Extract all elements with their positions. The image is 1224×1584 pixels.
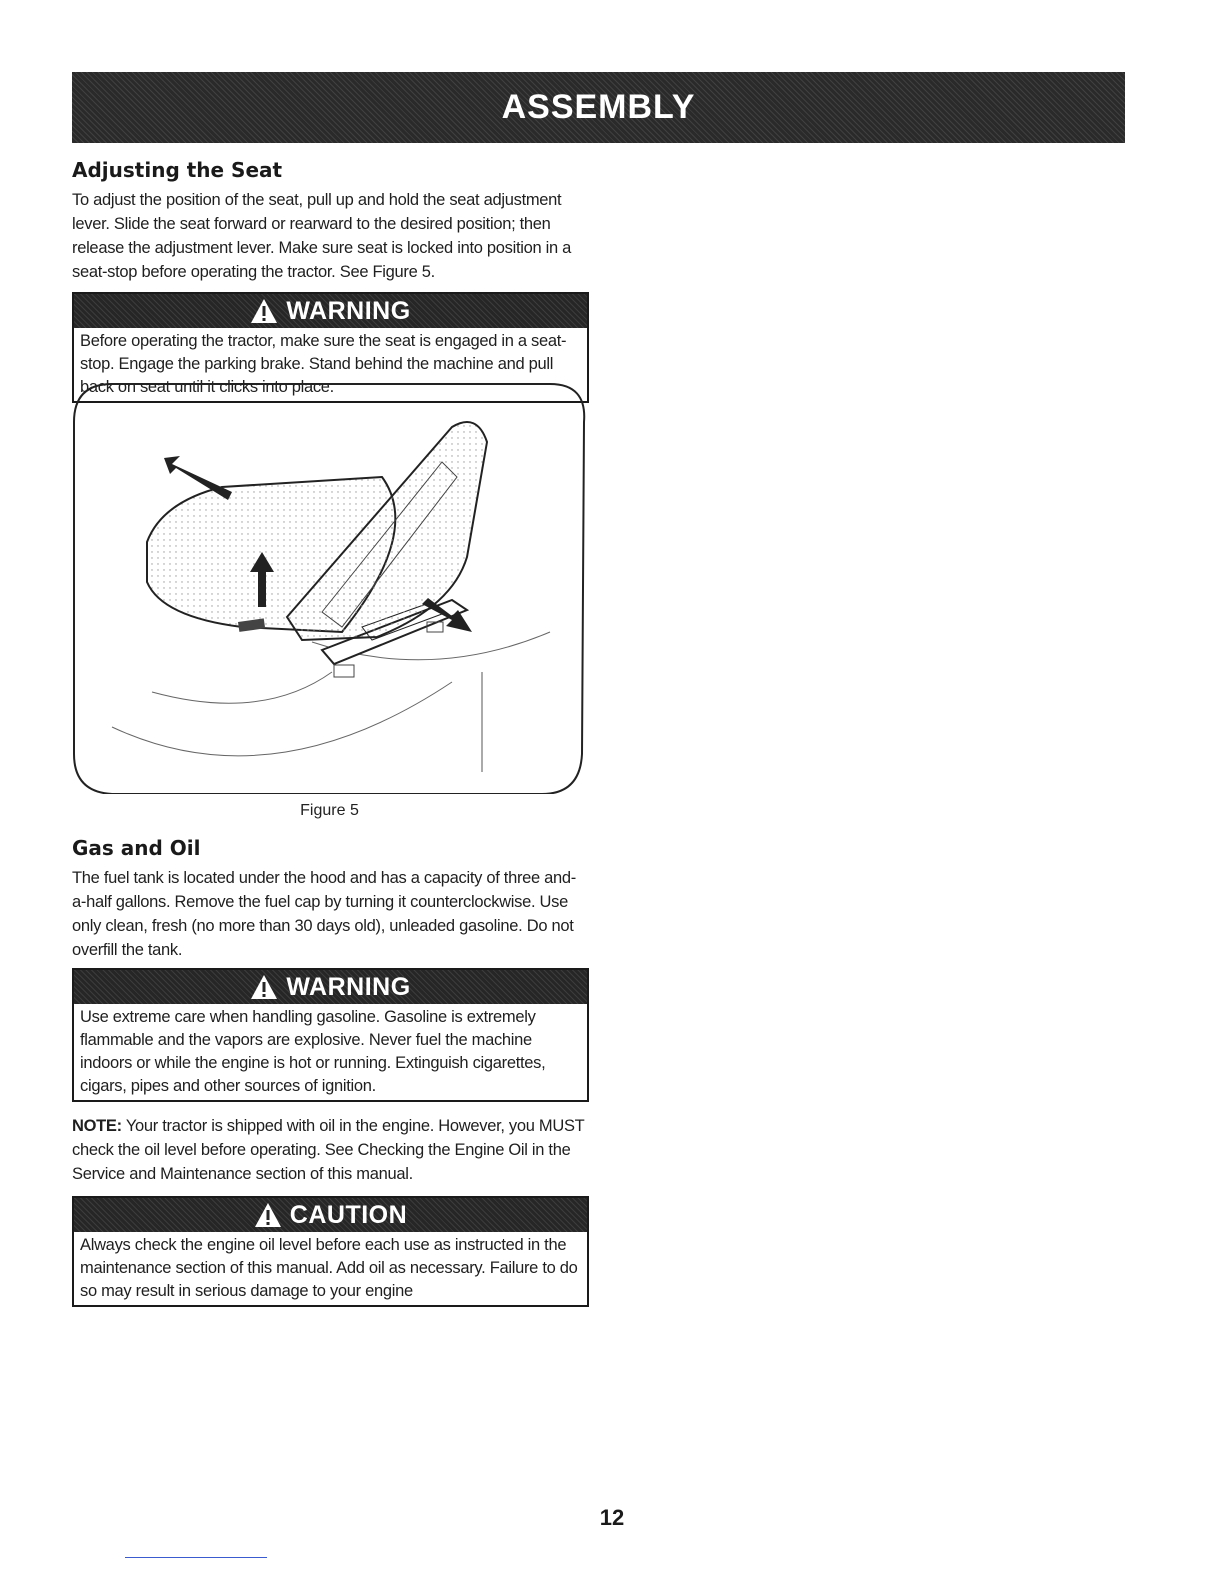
bottom-rule (125, 1557, 267, 1558)
gas-section (72, 836, 587, 962)
warning-seat-header (74, 294, 587, 328)
seat-paragraph: To adjust the position of the seat, pull up and hold the seat adjustment lever. Slide the seat forward or rearward to the desired position; then release the adjustment lever. Make sure seat is locked into position in a seat-stop before operating the tractor. See Figure 5. (72, 191, 572, 281)
caution-oil-box (72, 1196, 589, 1307)
warning-gas-title: WARNING (286, 972, 411, 1001)
caution-oil-text: Always check the engine oil level before each use as instructed in the maintenance section of this manual. Add oil as necessary. Failure to do so may result in serious damage to your engine (80, 1236, 578, 1300)
note-section (72, 1114, 587, 1186)
warning-gas-box (72, 968, 589, 1102)
note-text: Your tractor is shipped with oil in the engine. However, you MUST check the oil level before operating. See Checking the Engine Oil in the Service and Maintenance section of this manual. (72, 1117, 585, 1183)
warning-seat-title: WARNING (286, 296, 411, 325)
caution-triangle-icon (254, 1202, 282, 1228)
gas-paragraph: The fuel tank is located under the hood and has a capacity of three and-a-half gallons. Remove the fuel cap by turning it counterclockwise. Use only clean, fresh (no more than 30 days old), unleaded gasoline. Do not overfill the tank. (72, 869, 576, 959)
warning-gas-header (74, 970, 587, 1004)
page-number: 12 (599, 1505, 625, 1530)
warning-seat-text: Before operating the tractor, make sure the seat is engaged in a seat-stop. Engage the parking brake. Stand behind the machine and pull back on seat until it clicks into place. (80, 332, 567, 396)
warning-triangle-icon (250, 298, 278, 324)
warning-gas-text: Use extreme care when handling gasoline. Gasoline is extremely flammable and the vapors are explosive. Never fuel the machine indoors or while the engine is hot or running. Extinguish cigarettes, cigars, pipes and other sources of ignition. (80, 1008, 546, 1095)
figure-seat-illustration (72, 382, 587, 794)
note-paragraph (72, 1114, 587, 1186)
gas-heading: Gas and Oil (72, 836, 201, 860)
seat-section (72, 158, 587, 284)
caution-oil-title: CAUTION (289, 1200, 408, 1229)
figure-caption: Figure 5 (300, 802, 359, 819)
note-label: NOTE: (72, 1117, 122, 1135)
banner-title: ASSEMBLY (501, 88, 696, 126)
seat-heading: Adjusting the Seat (72, 158, 283, 182)
warning-triangle-icon (250, 974, 278, 1000)
seat-drawing (72, 382, 587, 794)
section-banner (72, 72, 1125, 143)
caution-oil-header (74, 1198, 587, 1232)
